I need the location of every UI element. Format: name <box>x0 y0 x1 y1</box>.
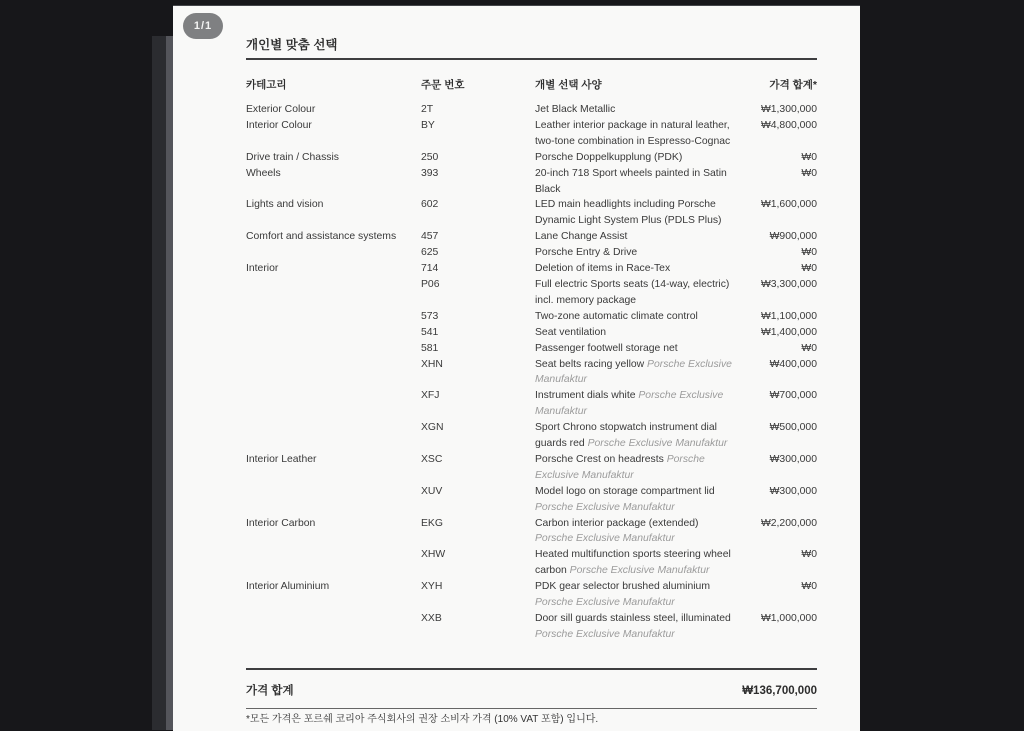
spec-manufaktur-label: Porsche Exclusive Manufaktur <box>569 565 710 577</box>
row-code: XFJ <box>421 390 440 402</box>
spec-text: Sport Chrono stopwatch instrument dial <box>535 422 717 434</box>
row-price: ₩0 <box>801 263 817 275</box>
spec-manufaktur-label: Porsche <box>666 453 705 465</box>
spec-text: 20-inch 718 Sport wheels painted in Satin <box>535 167 727 179</box>
spec-manufaktur-label: Porsche Exclusive Manufaktur <box>535 533 675 545</box>
spec-text: Jet Black Metallic <box>535 104 616 115</box>
spec-text: two-tone combination in Espresso-Cognac <box>535 135 731 147</box>
table-rows <box>246 102 817 643</box>
title-divider <box>246 58 817 60</box>
row-code: P06 <box>421 278 440 290</box>
table-row <box>246 516 817 548</box>
spec-manufaktur-label: Porsche Exclusive Manufaktur <box>535 501 675 513</box>
spec-text: Porsche Crest on headrests <box>535 453 667 465</box>
row-category: Interior Colour <box>246 119 312 131</box>
row-category: Drive train / Chassis <box>246 151 339 163</box>
row-code: 250 <box>421 151 439 163</box>
table-row <box>246 420 817 452</box>
row-code: BY <box>421 119 435 131</box>
header-category: 카테고리 <box>246 79 287 91</box>
row-price: ₩0 <box>801 581 817 593</box>
table-row <box>246 245 817 261</box>
row-code: 625 <box>421 247 439 259</box>
total-value: ₩136,700,000 <box>742 685 817 697</box>
row-price: ₩4,800,000 <box>760 119 817 131</box>
spec-manufaktur-label: Porsche Exclusive Manufaktur <box>587 438 728 450</box>
row-code: XHW <box>421 549 446 561</box>
spec-text: Instrument dials white <box>535 390 639 402</box>
table-row <box>246 325 817 341</box>
row-spec <box>535 420 747 452</box>
spec-manufaktur-label: Porsche Exclusive Manufaktur <box>535 628 675 640</box>
spec-text: Black <box>535 183 561 195</box>
table-row <box>246 166 817 198</box>
spec-manufaktur-label: Exclusive Manufaktur <box>535 469 634 481</box>
row-code: XYH <box>421 581 443 593</box>
spec-text: carbon <box>535 565 570 577</box>
row-spec <box>535 277 747 309</box>
row-price: ₩1,400,000 <box>760 326 817 338</box>
row-code: 581 <box>421 342 439 354</box>
spec-text: Seat belts racing yellow <box>535 358 648 370</box>
row-spec <box>535 309 747 325</box>
row-spec <box>535 325 747 341</box>
row-price: ₩0 <box>801 549 817 561</box>
row-spec <box>535 611 747 643</box>
spec-text: Porsche Doppelkupplung (PDK) <box>535 151 683 163</box>
row-category: Interior Aluminium <box>246 581 330 593</box>
row-price: ₩1,600,000 <box>760 199 817 211</box>
row-price: ₩2,200,000 <box>760 517 817 529</box>
spec-text: Carbon interior package (extended) <box>535 517 699 529</box>
table-row <box>246 118 817 150</box>
row-spec <box>535 547 747 579</box>
row-spec <box>535 245 747 261</box>
table-row <box>246 357 817 389</box>
row-category: Interior Leather <box>246 453 317 465</box>
row-code: XHN <box>421 358 443 370</box>
page-indicator-badge: 1/1 <box>183 13 223 39</box>
spec-manufaktur-label: Manufaktur <box>535 374 587 386</box>
table-row <box>246 150 817 166</box>
spec-manufaktur-label: Porsche Exclusive Manufaktur <box>535 597 675 609</box>
spec-text: Porsche Entry & Drive <box>535 247 638 259</box>
total-divider <box>246 668 817 670</box>
row-spec <box>535 150 747 166</box>
table-row <box>246 388 817 420</box>
table-row <box>246 484 817 516</box>
row-code: 541 <box>421 326 439 338</box>
spec-text: Lane Change Assist <box>535 231 628 243</box>
row-code: 602 <box>421 199 439 211</box>
row-price: ₩400,000 <box>769 358 817 370</box>
table-row <box>246 102 817 118</box>
spec-manufaktur-label: Porsche Exclusive <box>647 358 732 370</box>
row-category: Comfort and assistance systems <box>246 231 397 243</box>
table-header-row <box>246 77 817 93</box>
row-spec <box>535 579 747 611</box>
spec-manufaktur-label: Porsche Exclusive <box>638 390 724 402</box>
row-spec <box>535 229 747 245</box>
header-spec: 개별 선택 사양 <box>535 79 602 91</box>
spec-text: Door sill guards stainless steel, illuminated <box>535 613 731 624</box>
row-spec <box>535 102 747 118</box>
row-price: ₩300,000 <box>769 485 817 497</box>
table-row <box>246 277 817 309</box>
document-title: 개인별 맞춤 선택 <box>246 38 338 52</box>
table-row <box>246 261 817 277</box>
row-spec <box>535 452 747 484</box>
footnote-divider <box>246 708 817 709</box>
row-code: 457 <box>421 231 439 243</box>
row-spec <box>535 341 747 357</box>
table-row <box>246 229 817 245</box>
row-code: XSC <box>421 453 443 465</box>
row-code: 393 <box>421 167 439 179</box>
spec-text: Heated multifunction sports steering wheel <box>535 549 731 561</box>
table-row <box>246 611 817 643</box>
background-window-edge-light <box>166 36 173 730</box>
row-category: Lights and vision <box>246 199 324 211</box>
row-price: ₩900,000 <box>769 231 817 243</box>
row-spec <box>535 484 747 516</box>
row-spec <box>535 516 747 548</box>
background-window-edge-dark <box>152 36 166 730</box>
row-price: ₩700,000 <box>769 390 817 402</box>
row-price: ₩3,300,000 <box>760 278 817 290</box>
row-price: ₩300,000 <box>769 453 817 465</box>
row-price: ₩0 <box>801 167 817 179</box>
spec-text: LED main headlights including Porsche <box>535 199 716 211</box>
table-row <box>246 309 817 325</box>
row-category: Exterior Colour <box>246 104 316 115</box>
spec-text: incl. memory package <box>535 294 637 306</box>
spec-text: Two-zone automatic climate control <box>535 310 698 322</box>
row-code: EKG <box>421 517 443 529</box>
table-row <box>246 579 817 611</box>
header-price-total: 가격 합계* <box>769 79 817 91</box>
row-code: 573 <box>421 310 439 322</box>
spec-text: Seat ventilation <box>535 326 607 338</box>
row-code: XGN <box>421 422 444 434</box>
spec-text: Deletion of items in Race-Tex <box>535 263 671 275</box>
row-spec <box>535 357 747 389</box>
row-spec <box>535 118 747 150</box>
table-row <box>246 341 817 357</box>
document-page <box>173 5 860 731</box>
total-label: 가격 합계 <box>246 685 294 697</box>
row-code: 714 <box>421 263 439 275</box>
spec-text: Dynamic Light System Plus (PDLS Plus) <box>535 215 722 227</box>
row-code: 2T <box>421 104 434 115</box>
row-code: XXB <box>421 613 442 624</box>
row-price: ₩0 <box>801 342 817 354</box>
row-spec <box>535 261 747 277</box>
footnote: *모든 가격은 포르쉐 코리아 주식회사의 권장 소비자 가격 (10% VAT 포함) 입니다. <box>246 714 599 725</box>
row-price: ₩0 <box>801 151 817 163</box>
spec-text: guards red <box>535 438 588 450</box>
spec-text: PDK gear selector brushed aluminium <box>535 581 710 593</box>
row-spec <box>535 388 747 420</box>
table-row <box>246 547 817 579</box>
row-price: ₩1,300,000 <box>760 104 817 115</box>
spec-text: Passenger footwell storage net <box>535 342 678 354</box>
spec-text: Full electric Sports seats (14-way, electric) <box>535 278 730 290</box>
row-spec <box>535 166 747 198</box>
row-price: ₩0 <box>801 247 817 259</box>
row-spec <box>535 197 747 229</box>
row-code: XUV <box>421 485 443 497</box>
row-category: Wheels <box>246 167 281 179</box>
row-price: ₩500,000 <box>769 422 817 434</box>
row-category: Interior Carbon <box>246 517 316 529</box>
spec-text: Leather interior package in natural leather, <box>535 119 730 131</box>
table-row <box>246 452 817 484</box>
header-order-number: 주문 번호 <box>421 79 465 91</box>
row-category: Interior <box>246 263 279 275</box>
table-row <box>246 197 817 229</box>
spec-text: Model logo on storage compartment lid <box>535 485 715 497</box>
spec-manufaktur-label: Manufaktur <box>535 406 587 418</box>
total-row <box>246 683 817 699</box>
row-price: ₩1,100,000 <box>760 310 817 322</box>
row-price: ₩1,000,000 <box>760 613 817 624</box>
